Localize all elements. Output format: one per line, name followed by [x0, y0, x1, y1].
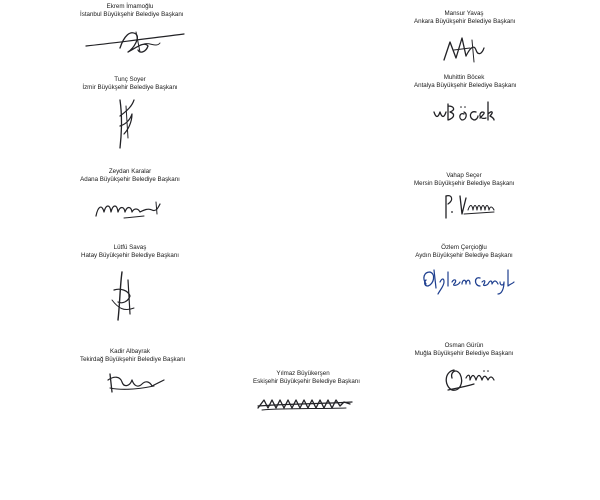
signatory-block-gurun — [414, 342, 514, 358]
signatory-title: Antalya Büyükşehir Belediye Başkanı — [414, 82, 517, 89]
signatory-title: Ankara Büyükşehir Belediye Başkanı — [414, 18, 516, 25]
signatory-title: Eskişehir Büyükşehir Belediye Başkanı — [253, 378, 360, 385]
signatory-name: Zeydan Karalar — [108, 168, 152, 175]
signatory-title: Mersin Büyükşehir Belediye Başkanı — [414, 180, 515, 187]
signature-karalar — [94, 198, 166, 222]
signatory-name: Tunç Soyer — [114, 76, 146, 83]
signatory-name: Osman Gürün — [444, 342, 484, 349]
signatory-block-imamoglu — [80, 3, 184, 19]
signature-imamoglu — [84, 26, 188, 56]
signature-bocek — [432, 96, 496, 126]
signatory-block-albayrak — [80, 348, 186, 364]
signatory-title: Hatay Büyükşehir Belediye Başkanı — [80, 252, 180, 259]
signature-soyer — [112, 96, 140, 152]
signature-albayrak — [104, 368, 166, 396]
signatory-name: Mansur Yavaş — [444, 10, 484, 17]
signatory-name: Lütfü Savaş — [113, 244, 147, 251]
signatory-name: Ekrem İmamoğlu — [106, 3, 154, 10]
signature-gurun — [440, 362, 500, 396]
signatory-title: Adana Büyükşehir Belediye Başkanı — [80, 176, 180, 183]
signatory-title: Muğla Büyükşehir Belediye Başkanı — [414, 350, 514, 357]
signature-secer — [440, 192, 500, 222]
signatory-block-soyer — [80, 76, 180, 92]
signatory-title: Tekirdağ Büyükşehir Belediye Başkanı — [80, 356, 186, 363]
signature-buyukersen — [256, 396, 356, 414]
signatory-block-yavas — [414, 10, 514, 26]
signatory-name: Muhittin Böcek — [443, 74, 485, 81]
signature-yavas — [440, 32, 490, 64]
signatory-title: Aydın Büyükşehir Belediye Başkanı — [415, 252, 513, 259]
signatory-block-karalar — [80, 168, 180, 184]
signatory-name: Kadir Albayrak — [110, 348, 150, 355]
signatory-name: Yılmaz Büyükerşen — [276, 370, 330, 377]
signature-cercioglu — [418, 266, 518, 296]
signatory-block-buyukersen — [253, 370, 360, 386]
signature-savas — [108, 268, 142, 324]
signatory-name: Özlem Çerçioğlu — [441, 244, 487, 251]
signatory-block-bocek — [414, 74, 517, 90]
signatory-title: İzmir Büyükşehir Belediye Başkanı — [82, 84, 178, 91]
signatory-block-cercioglu — [414, 244, 514, 260]
signatory-block-secer — [414, 172, 514, 188]
signatory-name: Vahap Seçer — [446, 172, 482, 179]
signatory-title: İstanbul Büyükşehir Belediye Başkanı — [80, 11, 184, 18]
signatory-block-savas — [80, 244, 180, 260]
